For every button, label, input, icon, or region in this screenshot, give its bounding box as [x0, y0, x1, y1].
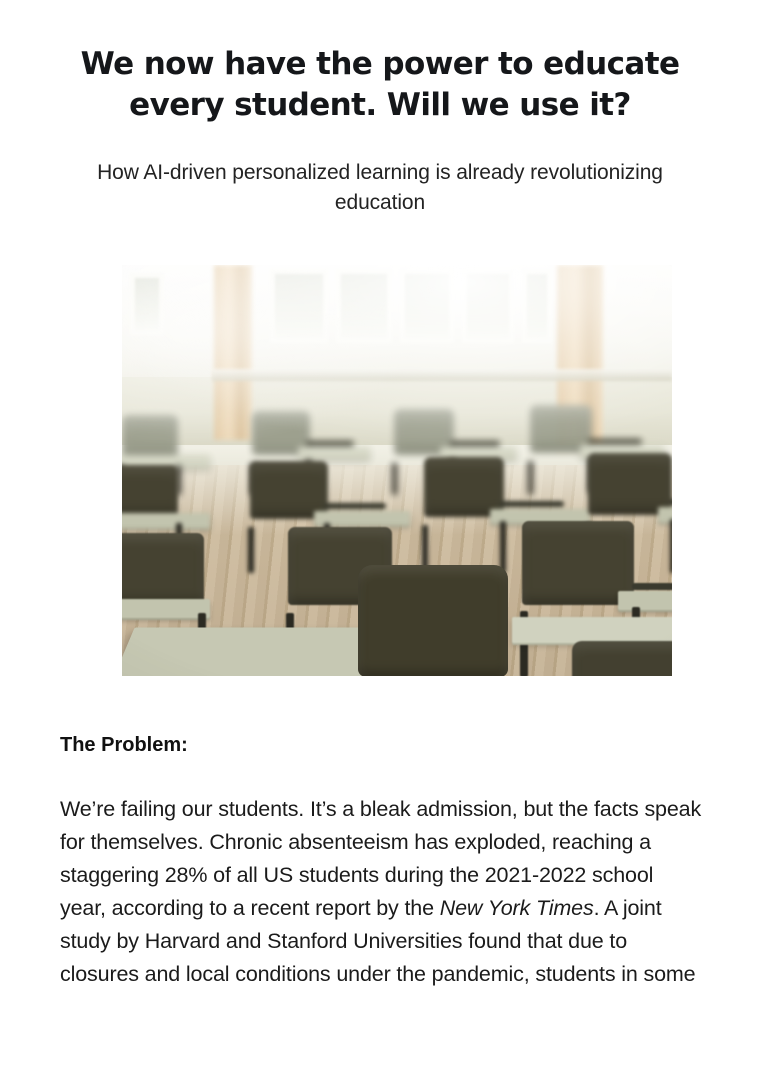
section-heading-the-problem: The Problem: — [60, 734, 188, 756]
photo-window — [462, 269, 514, 343]
photo-window — [400, 269, 454, 343]
body-paragraph — [60, 793, 702, 991]
page-title: We now have the power to educate every student. Will we use it? — [80, 46, 680, 123]
body-text-before-citation: We’re failing our students. It’s a bleak admission, but the facts speak for themselves. Chronic absenteeism has exploded, reaching a staggering 28% of all US students during the 2021-2022 school year, according to a recent report by the — [60, 797, 702, 920]
photo-window — [522, 269, 552, 343]
citation-new-york-times: New York Times — [439, 896, 594, 920]
photo-window — [270, 269, 328, 343]
photo-window — [130, 273, 164, 335]
photo-window — [336, 269, 392, 343]
classroom-photo — [122, 265, 672, 676]
photo-window-sill — [212, 369, 672, 381]
body-text-after-citation: . A joint study by Harvard and Stanford Universities found that due to closures and local conditions under the pandemic, students in some — [60, 896, 696, 986]
hero-image-figure — [122, 265, 672, 676]
article-subtitle: How AI-driven personalized learning is already revolutionizing education — [97, 161, 663, 214]
photo-desk-chair — [512, 617, 672, 676]
